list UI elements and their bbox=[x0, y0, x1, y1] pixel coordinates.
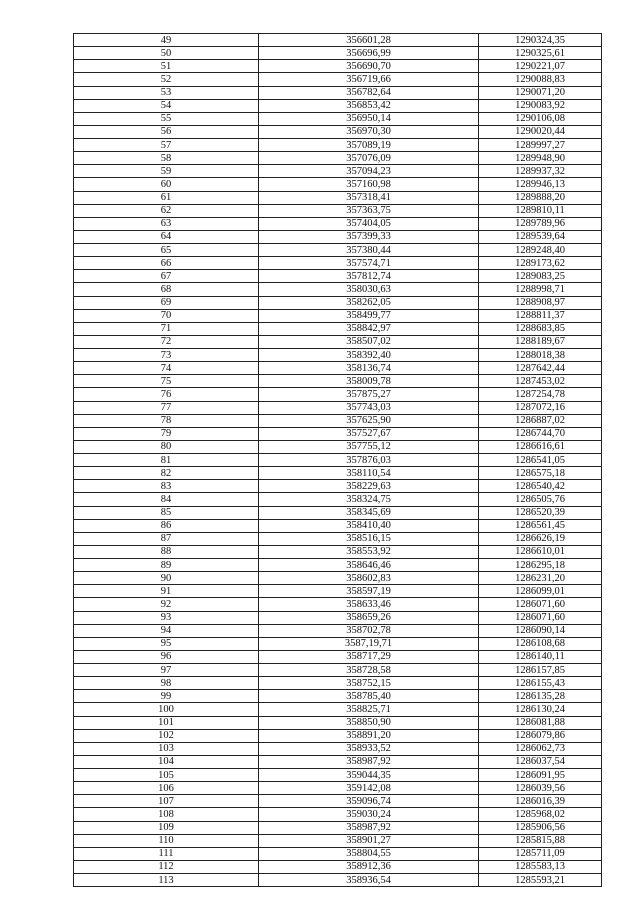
table-row bbox=[74, 624, 602, 637]
y-coordinate-cell: 1290088,83 bbox=[479, 73, 602, 86]
y-coordinate-cell: 1290083,92 bbox=[479, 99, 602, 112]
y-coordinate-cell: 1286295,18 bbox=[479, 559, 602, 572]
y-coordinate-cell: 1289937,32 bbox=[479, 165, 602, 178]
table-row bbox=[74, 874, 602, 887]
table-row bbox=[74, 769, 602, 782]
x-coordinate-cell: 358825,71 bbox=[259, 703, 479, 716]
table-row bbox=[74, 34, 602, 47]
y-coordinate-cell: 1286090,14 bbox=[479, 624, 602, 637]
point-number-cell: 66 bbox=[74, 257, 259, 270]
y-coordinate-cell: 1289789,96 bbox=[479, 217, 602, 230]
coordinate-table-body bbox=[74, 34, 602, 887]
y-coordinate-cell: 1290071,20 bbox=[479, 86, 602, 99]
point-number-cell: 49 bbox=[74, 34, 259, 47]
y-coordinate-cell: 1286016,39 bbox=[479, 795, 602, 808]
x-coordinate-cell: 357743,03 bbox=[259, 401, 479, 414]
table-row bbox=[74, 572, 602, 585]
point-number-cell: 107 bbox=[74, 795, 259, 808]
table-row bbox=[74, 808, 602, 821]
table-row bbox=[74, 152, 602, 165]
table-row bbox=[74, 860, 602, 873]
point-number-cell: 53 bbox=[74, 86, 259, 99]
table-row bbox=[74, 244, 602, 257]
table-row bbox=[74, 165, 602, 178]
y-coordinate-cell: 1288811,37 bbox=[479, 309, 602, 322]
y-coordinate-cell: 1286231,20 bbox=[479, 572, 602, 585]
table-row bbox=[74, 847, 602, 860]
table-row bbox=[74, 782, 602, 795]
y-coordinate-cell: 1287642,44 bbox=[479, 362, 602, 375]
y-coordinate-cell: 1288189,67 bbox=[479, 335, 602, 348]
x-coordinate-cell: 359142,08 bbox=[259, 782, 479, 795]
x-coordinate-cell: 357076,09 bbox=[259, 152, 479, 165]
table-row bbox=[74, 480, 602, 493]
y-coordinate-cell: 1286616,61 bbox=[479, 440, 602, 453]
point-number-cell: 99 bbox=[74, 690, 259, 703]
x-coordinate-cell: 357625,90 bbox=[259, 414, 479, 427]
table-row bbox=[74, 493, 602, 506]
point-number-cell: 91 bbox=[74, 585, 259, 598]
x-coordinate-cell: 358110,54 bbox=[259, 467, 479, 480]
point-number-cell: 50 bbox=[74, 47, 259, 60]
point-number-cell: 54 bbox=[74, 99, 259, 112]
x-coordinate-cell: 356719,66 bbox=[259, 73, 479, 86]
x-coordinate-cell: 358717,29 bbox=[259, 650, 479, 663]
point-number-cell: 96 bbox=[74, 650, 259, 663]
table-row bbox=[74, 795, 602, 808]
table-row bbox=[74, 755, 602, 768]
point-number-cell: 108 bbox=[74, 808, 259, 821]
point-number-cell: 104 bbox=[74, 755, 259, 768]
x-coordinate-cell: 357574,71 bbox=[259, 257, 479, 270]
x-coordinate-cell: 357399,33 bbox=[259, 230, 479, 243]
point-number-cell: 63 bbox=[74, 217, 259, 230]
point-number-cell: 57 bbox=[74, 139, 259, 152]
point-number-cell: 55 bbox=[74, 112, 259, 125]
x-coordinate-cell: 358633,46 bbox=[259, 598, 479, 611]
x-coordinate-cell: 358804,55 bbox=[259, 847, 479, 860]
y-coordinate-cell: 1289083,25 bbox=[479, 270, 602, 283]
table-row bbox=[74, 703, 602, 716]
x-coordinate-cell: 357527,67 bbox=[259, 427, 479, 440]
table-row bbox=[74, 559, 602, 572]
x-coordinate-cell: 358553,92 bbox=[259, 545, 479, 558]
y-coordinate-cell: 1286626,19 bbox=[479, 532, 602, 545]
y-coordinate-cell: 1286071,60 bbox=[479, 611, 602, 624]
x-coordinate-cell: 358728,58 bbox=[259, 664, 479, 677]
x-coordinate-cell: 358410,40 bbox=[259, 519, 479, 532]
x-coordinate-cell: 358987,92 bbox=[259, 755, 479, 768]
x-coordinate-cell: 358499,77 bbox=[259, 309, 479, 322]
table-row bbox=[74, 506, 602, 519]
x-coordinate-cell: 356696,99 bbox=[259, 47, 479, 60]
point-number-cell: 65 bbox=[74, 244, 259, 257]
table-row bbox=[74, 664, 602, 677]
y-coordinate-cell: 1286540,42 bbox=[479, 480, 602, 493]
y-coordinate-cell: 1286155,43 bbox=[479, 677, 602, 690]
y-coordinate-cell: 1290020,44 bbox=[479, 125, 602, 138]
table-row bbox=[74, 401, 602, 414]
x-coordinate-cell: 358901,27 bbox=[259, 834, 479, 847]
table-row bbox=[74, 283, 602, 296]
x-coordinate-cell: 357160,98 bbox=[259, 178, 479, 191]
table-row bbox=[74, 309, 602, 322]
y-coordinate-cell: 1289946,13 bbox=[479, 178, 602, 191]
table-row bbox=[74, 611, 602, 624]
y-coordinate-cell: 1286561,45 bbox=[479, 519, 602, 532]
table-row bbox=[74, 532, 602, 545]
x-coordinate-cell: 358659,26 bbox=[259, 611, 479, 624]
table-row bbox=[74, 139, 602, 152]
point-number-cell: 85 bbox=[74, 506, 259, 519]
table-row bbox=[74, 585, 602, 598]
table-row bbox=[74, 388, 602, 401]
x-coordinate-cell: 357089,19 bbox=[259, 139, 479, 152]
table-row bbox=[74, 257, 602, 270]
y-coordinate-cell: 1288018,38 bbox=[479, 349, 602, 362]
x-coordinate-cell: 356970,30 bbox=[259, 125, 479, 138]
y-coordinate-cell: 1286610,01 bbox=[479, 545, 602, 558]
y-coordinate-cell: 1289539,64 bbox=[479, 230, 602, 243]
x-coordinate-cell: 358752,15 bbox=[259, 677, 479, 690]
x-coordinate-cell: 358136,74 bbox=[259, 362, 479, 375]
table-row bbox=[74, 73, 602, 86]
y-coordinate-cell: 1286062,73 bbox=[479, 742, 602, 755]
point-number-cell: 88 bbox=[74, 545, 259, 558]
x-coordinate-cell: 358785,40 bbox=[259, 690, 479, 703]
x-coordinate-cell: 359096,74 bbox=[259, 795, 479, 808]
table-row bbox=[74, 112, 602, 125]
table-row bbox=[74, 335, 602, 348]
x-coordinate-cell: 358891,20 bbox=[259, 729, 479, 742]
point-number-cell: 82 bbox=[74, 467, 259, 480]
point-number-cell: 106 bbox=[74, 782, 259, 795]
table-row bbox=[74, 191, 602, 204]
point-number-cell: 62 bbox=[74, 204, 259, 217]
y-coordinate-cell: 1286079,86 bbox=[479, 729, 602, 742]
table-row bbox=[74, 217, 602, 230]
point-number-cell: 101 bbox=[74, 716, 259, 729]
point-number-cell: 103 bbox=[74, 742, 259, 755]
x-coordinate-cell: 357094,23 bbox=[259, 165, 479, 178]
table-row bbox=[74, 637, 602, 650]
x-coordinate-cell: 358936,54 bbox=[259, 874, 479, 887]
y-coordinate-cell: 1290106,08 bbox=[479, 112, 602, 125]
y-coordinate-cell: 1286081,88 bbox=[479, 716, 602, 729]
table-row bbox=[74, 729, 602, 742]
x-coordinate-cell: 356782,64 bbox=[259, 86, 479, 99]
x-coordinate-cell: 358987,92 bbox=[259, 821, 479, 834]
table-row bbox=[74, 742, 602, 755]
point-number-cell: 111 bbox=[74, 847, 259, 860]
table-row bbox=[74, 821, 602, 834]
table-row bbox=[74, 60, 602, 73]
y-coordinate-cell: 1285815,88 bbox=[479, 834, 602, 847]
x-coordinate-cell: 358009,78 bbox=[259, 375, 479, 388]
point-number-cell: 83 bbox=[74, 480, 259, 493]
point-number-cell: 64 bbox=[74, 230, 259, 243]
x-coordinate-cell: 356601,28 bbox=[259, 34, 479, 47]
x-coordinate-cell: 357404,05 bbox=[259, 217, 479, 230]
point-number-cell: 78 bbox=[74, 414, 259, 427]
y-coordinate-cell: 1285593,21 bbox=[479, 874, 602, 887]
table-row bbox=[74, 178, 602, 191]
point-number-cell: 60 bbox=[74, 178, 259, 191]
x-coordinate-cell: 357363,75 bbox=[259, 204, 479, 217]
point-number-cell: 100 bbox=[74, 703, 259, 716]
table-row bbox=[74, 230, 602, 243]
x-coordinate-cell: 358507,02 bbox=[259, 335, 479, 348]
point-number-cell: 84 bbox=[74, 493, 259, 506]
table-row bbox=[74, 125, 602, 138]
x-coordinate-cell: 358842,97 bbox=[259, 322, 479, 335]
x-coordinate-cell: 357875,27 bbox=[259, 388, 479, 401]
point-number-cell: 77 bbox=[74, 401, 259, 414]
point-number-cell: 56 bbox=[74, 125, 259, 138]
y-coordinate-cell: 1286520,39 bbox=[479, 506, 602, 519]
y-coordinate-cell: 1287072,16 bbox=[479, 401, 602, 414]
y-coordinate-cell: 1290324,35 bbox=[479, 34, 602, 47]
point-number-cell: 90 bbox=[74, 572, 259, 585]
x-coordinate-cell: 358933,52 bbox=[259, 742, 479, 755]
point-number-cell: 92 bbox=[74, 598, 259, 611]
x-coordinate-cell: 359030,24 bbox=[259, 808, 479, 821]
y-coordinate-cell: 1289888,20 bbox=[479, 191, 602, 204]
table-row bbox=[74, 47, 602, 60]
y-coordinate-cell: 1289173,62 bbox=[479, 257, 602, 270]
y-coordinate-cell: 1286130,24 bbox=[479, 703, 602, 716]
point-number-cell: 51 bbox=[74, 60, 259, 73]
point-number-cell: 69 bbox=[74, 296, 259, 309]
table-row bbox=[74, 454, 602, 467]
x-coordinate-cell: 358702,78 bbox=[259, 624, 479, 637]
x-coordinate-cell: 358030,63 bbox=[259, 283, 479, 296]
point-number-cell: 61 bbox=[74, 191, 259, 204]
point-number-cell: 80 bbox=[74, 440, 259, 453]
table-row bbox=[74, 545, 602, 558]
y-coordinate-cell: 1289810,11 bbox=[479, 204, 602, 217]
point-number-cell: 112 bbox=[74, 860, 259, 873]
y-coordinate-cell: 1290221,07 bbox=[479, 60, 602, 73]
y-coordinate-cell: 1286099,01 bbox=[479, 585, 602, 598]
y-coordinate-cell: 1286135,28 bbox=[479, 690, 602, 703]
table-row bbox=[74, 322, 602, 335]
y-coordinate-cell: 1288683,85 bbox=[479, 322, 602, 335]
point-number-cell: 70 bbox=[74, 309, 259, 322]
y-coordinate-cell: 1287254,78 bbox=[479, 388, 602, 401]
y-coordinate-cell: 1285711,09 bbox=[479, 847, 602, 860]
point-number-cell: 110 bbox=[74, 834, 259, 847]
table-row bbox=[74, 270, 602, 283]
table-row bbox=[74, 362, 602, 375]
x-coordinate-cell: 356853,42 bbox=[259, 99, 479, 112]
point-number-cell: 86 bbox=[74, 519, 259, 532]
y-coordinate-cell: 1286140,11 bbox=[479, 650, 602, 663]
point-number-cell: 76 bbox=[74, 388, 259, 401]
table-row bbox=[74, 99, 602, 112]
y-coordinate-cell: 1286541,05 bbox=[479, 454, 602, 467]
x-coordinate-cell: 356950,14 bbox=[259, 112, 479, 125]
x-coordinate-cell: 357318,41 bbox=[259, 191, 479, 204]
x-coordinate-cell: 356690,70 bbox=[259, 60, 479, 73]
x-coordinate-cell: 358602,83 bbox=[259, 572, 479, 585]
table-row bbox=[74, 598, 602, 611]
y-coordinate-cell: 1289997,27 bbox=[479, 139, 602, 152]
table-row bbox=[74, 716, 602, 729]
x-coordinate-cell: 359044,35 bbox=[259, 769, 479, 782]
y-coordinate-cell: 1286744,70 bbox=[479, 427, 602, 440]
table-row bbox=[74, 296, 602, 309]
x-coordinate-cell: 358646,46 bbox=[259, 559, 479, 572]
table-row bbox=[74, 375, 602, 388]
point-number-cell: 87 bbox=[74, 532, 259, 545]
table-row bbox=[74, 204, 602, 217]
table-row bbox=[74, 677, 602, 690]
coordinate-table bbox=[73, 33, 602, 887]
point-number-cell: 58 bbox=[74, 152, 259, 165]
point-number-cell: 102 bbox=[74, 729, 259, 742]
point-number-cell: 73 bbox=[74, 349, 259, 362]
point-number-cell: 52 bbox=[74, 73, 259, 86]
y-coordinate-cell: 1285906,56 bbox=[479, 821, 602, 834]
point-number-cell: 79 bbox=[74, 427, 259, 440]
y-coordinate-cell: 1286887,02 bbox=[479, 414, 602, 427]
point-number-cell: 75 bbox=[74, 375, 259, 388]
x-coordinate-cell: 358912,36 bbox=[259, 860, 479, 873]
point-number-cell: 67 bbox=[74, 270, 259, 283]
table-row bbox=[74, 440, 602, 453]
point-number-cell: 71 bbox=[74, 322, 259, 335]
x-coordinate-cell: 358262,05 bbox=[259, 296, 479, 309]
y-coordinate-cell: 1285968,02 bbox=[479, 808, 602, 821]
table-row bbox=[74, 467, 602, 480]
point-number-cell: 105 bbox=[74, 769, 259, 782]
y-coordinate-cell: 1286037,54 bbox=[479, 755, 602, 768]
point-number-cell: 94 bbox=[74, 624, 259, 637]
y-coordinate-cell: 1286091,95 bbox=[479, 769, 602, 782]
y-coordinate-cell: 1289248,40 bbox=[479, 244, 602, 257]
point-number-cell: 109 bbox=[74, 821, 259, 834]
x-coordinate-cell: 357755,12 bbox=[259, 440, 479, 453]
x-coordinate-cell: 358516,15 bbox=[259, 532, 479, 545]
point-number-cell: 89 bbox=[74, 559, 259, 572]
y-coordinate-cell: 1286108,68 bbox=[479, 637, 602, 650]
x-coordinate-cell: 357812,74 bbox=[259, 270, 479, 283]
x-coordinate-cell: 358229,63 bbox=[259, 480, 479, 493]
table-row bbox=[74, 427, 602, 440]
x-coordinate-cell: 358597,19 bbox=[259, 585, 479, 598]
table-row bbox=[74, 650, 602, 663]
x-coordinate-cell: 357380,44 bbox=[259, 244, 479, 257]
table-row bbox=[74, 349, 602, 362]
table-row bbox=[74, 86, 602, 99]
table-row bbox=[74, 834, 602, 847]
x-coordinate-cell: 358392,40 bbox=[259, 349, 479, 362]
point-number-cell: 95 bbox=[74, 637, 259, 650]
point-number-cell: 81 bbox=[74, 454, 259, 467]
y-coordinate-cell: 1286157,85 bbox=[479, 664, 602, 677]
point-number-cell: 59 bbox=[74, 165, 259, 178]
x-coordinate-cell: 358324,75 bbox=[259, 493, 479, 506]
point-number-cell: 74 bbox=[74, 362, 259, 375]
y-coordinate-cell: 1286575,18 bbox=[479, 467, 602, 480]
point-number-cell: 97 bbox=[74, 664, 259, 677]
point-number-cell: 68 bbox=[74, 283, 259, 296]
y-coordinate-cell: 1289948,90 bbox=[479, 152, 602, 165]
y-coordinate-cell: 1285583,13 bbox=[479, 860, 602, 873]
table-row bbox=[74, 414, 602, 427]
point-number-cell: 93 bbox=[74, 611, 259, 624]
point-number-cell: 72 bbox=[74, 335, 259, 348]
y-coordinate-cell: 1288998,71 bbox=[479, 283, 602, 296]
y-coordinate-cell: 1286505,76 bbox=[479, 493, 602, 506]
x-coordinate-cell: 358345,69 bbox=[259, 506, 479, 519]
point-number-cell: 98 bbox=[74, 677, 259, 690]
y-coordinate-cell: 1290325,61 bbox=[479, 47, 602, 60]
x-coordinate-cell: 357876,03 bbox=[259, 454, 479, 467]
y-coordinate-cell: 1286071,60 bbox=[479, 598, 602, 611]
x-coordinate-cell: 3587,19,71 bbox=[259, 637, 479, 650]
table-row bbox=[74, 690, 602, 703]
y-coordinate-cell: 1287453,02 bbox=[479, 375, 602, 388]
y-coordinate-cell: 1286039,56 bbox=[479, 782, 602, 795]
y-coordinate-cell: 1288908,97 bbox=[479, 296, 602, 309]
table-row bbox=[74, 519, 602, 532]
point-number-cell: 113 bbox=[74, 874, 259, 887]
x-coordinate-cell: 358850,90 bbox=[259, 716, 479, 729]
